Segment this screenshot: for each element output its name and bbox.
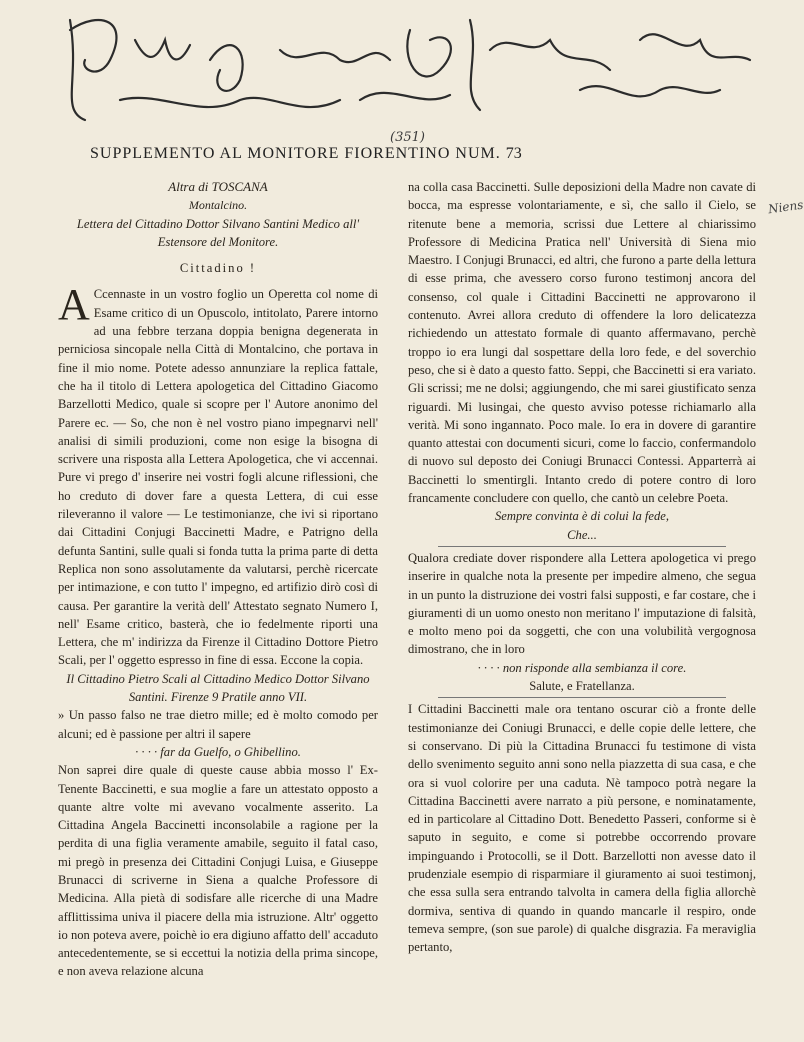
right-column	[408, 178, 756, 956]
quotation: · · · · far da Guelfo, o Ghibellino.	[135, 744, 301, 759]
paragraph: na colla casa Baccinetti. Sulle deposizioni della Madre non cavate di bocca, ma espresse volontariamente, e sì, che sallo il Cielo, se ritenute bene a memoria, scrissi due Lettere al chiarissimo Professore di Medicina Pratica nell' Università di Siena mio Maestro. I Conjugi Brunacci, ed altri, che furono a parte della lettura di esse prima, che avessero corso furono testimonj ancora del consenso, col quale i Cittadini Baccinetti ne approvarono il contenuto. Avrei allora creduto di offendere la loro delicatezza richiedendo un attestato formale di quanto affermavano, perchè troppo io era lungi dal sospettare della loro fede, e del soverchio peso, che si è dato a questo fatto. Seppi, che Baccinetti si era variato. Gli scrissi; me ne dolsi; aggiungendo, che mi sarei giustificato senza riguardi. Mi lusingai, che questo avviso potesse richiamarlo alla verità. Mi sono ingannato. Poco male. Io era in dovere di garantire quanto attestai con documenti sicuri, come lo faccio, confermandolo di nuovo sul deposto dei Coniugi Brunacci Contessi. Apparterrà ai Baccinetti lo smentirgli. Intanto credo di potere contro di loro francamente concludere con quello, che cantò un celebre Poeta.	[408, 180, 756, 506]
margin-note: Niens	[767, 197, 804, 217]
paragraph-text: Ccennaste in un vostro foglio un Operetta col nome di Esame critico di un Opuscolo, intitolato, Parere intorno ad una febbre terzana doppia benigna degenerata in perniciosa sincopale nella Città di Montalcino, che portava in fine il mio nome. Potete adesso annunziare la replica fattale, che ha il titolo di Lettera apologetica del Cittadino Giacomo Barzellotti Medico, quale si scopre per l' Autore anonimo del Parere ec. — So, che non è nel vostro piano impegnarvi nell' analisi di simili produzioni, come non esige la bisogna di scrivere una risposta alla Lettera Apologetica, che vi accennai. Pure vi prego d' inserire nei vostri fogli alcune riflessioni, che ho creduto di dover fare a questa Lettera, di cui esse rileveranno il valore — Le testimonianze, che ivi si riportano dai Cittadini Conjugi Baccinetti Madre, e Patrigno della defunta Santini, sulle quali si fonda tutta la prima parte di detta Replica non sono assolutamente da valutarsi, perchè ricercate per intimazione, e con tutto l' impegno, ed artifizio dirò così di causa. Per garantire la verità dell' Attestato segnato Numero I, nell' Esame critico, basterà, che io fedelmente riporti una Lettera, che m' indirizza da Firenze il Cittadino Dottore Pietro Scali, per l' oggetto espresso in fine di essa. Eccone la copia.	[58, 287, 378, 668]
section-subplace: Montalcino.	[188, 198, 248, 213]
divider	[438, 697, 726, 698]
left-column	[58, 178, 378, 981]
paragraph	[58, 280, 378, 669]
drop-cap: A	[58, 280, 90, 330]
verse-quote: Sempre convinta è di colui la fede,	[494, 509, 670, 524]
verse-quote-2: Che...	[567, 527, 597, 542]
signoff: Salute, e Fratellanza.	[529, 679, 635, 694]
handwritten-annotation	[40, 0, 800, 135]
paragraph: » Un passo falso ne trae dietro mille; ed è molto comodo per alcuni; ed è passione per altri il sapere	[58, 708, 378, 741]
quotation: · · · · non risponde alla sembianza il core.	[477, 660, 687, 675]
running-head	[90, 145, 780, 163]
letter-title: Lettera del Cittadino Dottor Silvano Santini Medico all' Estensore del Monitore.	[76, 216, 360, 249]
paragraph: I Cittadini Baccinetti male ora tentano oscurar ciò a fronte delle testimonianze dei Coniugi Brunacci, e delle copie delle lettere, che si conservano. Di più la Cittadina Brunacci fu testimone di vista dello svenimento seguito anni sono nella piazzetta di sua casa, e che ora si vuol colorire per una caduta. Nè tampoco potrà negare la Cittadina Baccinetti avere narrato a più persone, e nominatamente, ed in particolare al Cittadino Dott. Benedetto Passeri, conforme si è saputo in seguito, e come si potrebbe occorrendo provare impinguando i Protocolli, se il Dott. Barzellotti non avesse dato il prudenziale esempio di risparmiare il giuramento ai suoi testimonj, che essa sulla sera entrando talvolta in camera della figlia allorchè dormiva, sentiva di quando in quando mancarle il respiro, onde temeva sempre, (son sue parole) di qualche disgrazia. Fa meraviglia pertanto,	[408, 702, 756, 955]
issue-number: 73	[505, 145, 522, 162]
salutation: Cittadino !	[179, 261, 257, 276]
letter2-title: Il Cittadino Pietro Scali al Cittadino Medico Dottor Silvano Santini. Firenze 9 Pratile anno VII.	[66, 671, 370, 705]
section-place: Altra di TOSCANA	[168, 179, 268, 194]
folio-number: (351)	[390, 130, 425, 145]
running-head-title: SUPPLEMENTO AL MONITORE FIORENTINO NUM.	[90, 145, 501, 162]
paragraph: Non saprei dire quale di queste cause abbia mosso l' Ex-Tenente Baccinetti, e sua moglie a fare un attestato opposto a quante altre volte mi avevano vocalmente asserito. La Cittadina Angela Baccinetti inconsolabile a ragione per la perdita di una figlia veramente amabile, seguito il fatal caso, mi pregò in presenza dei Cittadini Conjugi Luisa, e Giuseppe Brunacci di scriverne in Siena a qualche Professore di Medicina. Alla pietà di sodisfare alle ricerche di una Madre afflittissima univa il piacere della mia istruzione. Altr' oggetto io non poteva avere, poichè io era digiuno affatto dell' accaduto antecedentemente, se si eccettui la notizia della prima sincope, e non aveva relazione alcuna	[58, 763, 378, 979]
paragraph: Qualora crediate dover rispondere alla Lettera apologetica vi prego inserire in qualche nota la presente per impedire almeno, che segua in un punto la distruzione dei vostri falsi supposti, e far costare, che i giuramenti di un uomo onesto non meritano l' imputazione di falsità, e molto meno poi da soggetti, che con una volubilità vergognosa dimostrano, che in loro	[408, 550, 756, 657]
divider	[438, 546, 726, 547]
handwriting-scribble	[40, 0, 800, 135]
